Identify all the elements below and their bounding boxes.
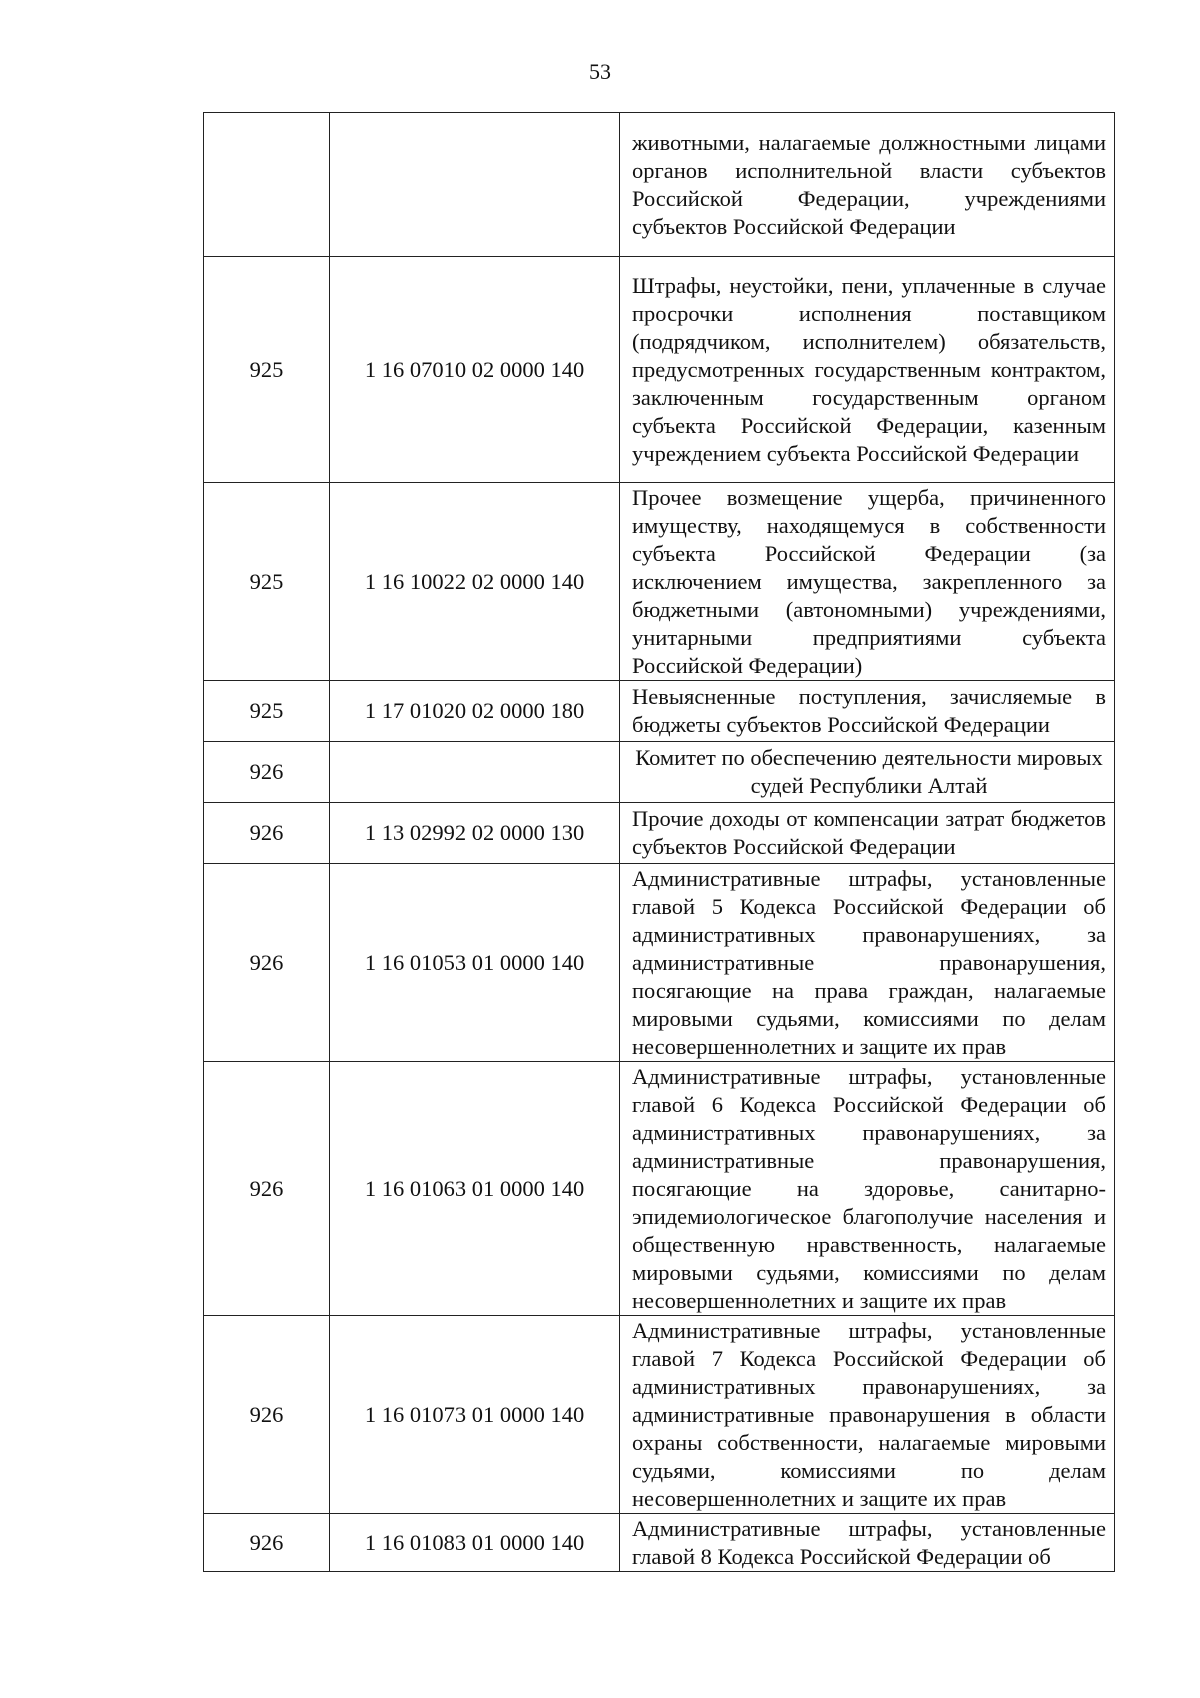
revenue-name-cell: Невыясненные поступления, зачисляемые в бюджеты субъектов Российской Федерации — [620, 681, 1115, 742]
budget-code-cell: 1 16 01073 01 0000 140 — [330, 1316, 620, 1514]
revenue-name-cell: Административные штрафы, установленные главой 5 Кодекса Российской Федерации об административных правонарушениях, за административные правонарушения, посягающие на права граждан, налагаемые мировыми судьями, комиссиями по делам несовершеннолетних и защите их прав — [620, 864, 1115, 1062]
budget-code-cell: 1 16 07010 02 0000 140 — [330, 257, 620, 483]
admin-code-cell: 925 — [204, 257, 330, 483]
page-number: 53 — [589, 59, 611, 84]
revenue-name-cell: животными, налагаемые должностными лицами органов исполнительной власти субъектов Российской Федерации, учреждениями субъектов Российской Федерации — [620, 113, 1115, 257]
budget-code-cell — [330, 113, 620, 257]
table-row — [204, 257, 1115, 483]
admin-code-cell: 926 — [204, 742, 330, 803]
revenue-name-cell: Административные штрафы, установленные главой 7 Кодекса Российской Федерации об административных правонарушениях, за административные правонарушения в области охраны собственности, налагаемые мировыми судьями, комиссиями по делам несовершеннолетних и защите их прав — [620, 1316, 1115, 1514]
admin-code-cell: 925 — [204, 483, 330, 681]
table-row — [204, 803, 1115, 864]
table-row — [204, 681, 1115, 742]
table-row — [204, 1514, 1115, 1572]
revenue-name-cell: Административные штрафы, установленные главой 6 Кодекса Российской Федерации об административных правонарушениях, за административные правонарушения, посягающие на здоровье, санитарно-эпидемиологическое благополучие населения и общественную нравственность, налагаемые мировыми судьями, комиссиями по делам несовершеннолетних и защите их прав — [620, 1062, 1115, 1316]
admin-code-cell: 926 — [204, 803, 330, 864]
budget-code-cell: 1 16 10022 02 0000 140 — [330, 483, 620, 681]
table-row — [204, 113, 1115, 257]
budget-code-cell — [330, 742, 620, 803]
budget-code-cell: 1 16 01063 01 0000 140 — [330, 1062, 620, 1316]
revenue-name-cell: Штрафы, неустойки, пени, уплаченные в случае просрочки исполнения поставщиком (подрядчиком, исполнителем) обязательств, предусмотренных государственным контрактом, заключенным государственным органом субъекта Российской Федерации, казенным учреждением субъекта Российской Федерации — [620, 257, 1115, 483]
admin-code-cell: 926 — [204, 1316, 330, 1514]
administrator-name-cell: Комитет по обеспечению деятельности мировых судей Республики Алтай — [620, 742, 1115, 803]
admin-code-cell — [204, 113, 330, 257]
table-row — [204, 864, 1115, 1062]
table-row — [204, 483, 1115, 681]
admin-code-cell: 925 — [204, 681, 330, 742]
table-row — [204, 1316, 1115, 1514]
revenue-name-cell: Административные штрафы, установленные главой 8 Кодекса Российской Федерации об — [620, 1514, 1115, 1572]
budget-code-cell: 1 17 01020 02 0000 180 — [330, 681, 620, 742]
admin-code-cell: 926 — [204, 1514, 330, 1572]
revenue-name-cell: Прочее возмещение ущерба, причиненного имуществу, находящемуся в собственности субъекта Российской Федерации (за исключением имущества, закрепленного за бюджетными (автономными) учреждениями, унитарными предприятиями субъекта Российской Федерации) — [620, 483, 1115, 681]
budget-code-cell: 1 16 01053 01 0000 140 — [330, 864, 620, 1062]
admin-code-cell: 926 — [204, 864, 330, 1062]
revenue-name-cell: Прочие доходы от компенсации затрат бюджетов субъектов Российской Федерации — [620, 803, 1115, 864]
table-row — [204, 1062, 1115, 1316]
revenue-codes-table — [203, 112, 1115, 1572]
admin-code-cell: 926 — [204, 1062, 330, 1316]
budget-code-cell: 1 16 01083 01 0000 140 — [330, 1514, 620, 1572]
budget-code-cell: 1 13 02992 02 0000 130 — [330, 803, 620, 864]
table-row — [204, 742, 1115, 803]
